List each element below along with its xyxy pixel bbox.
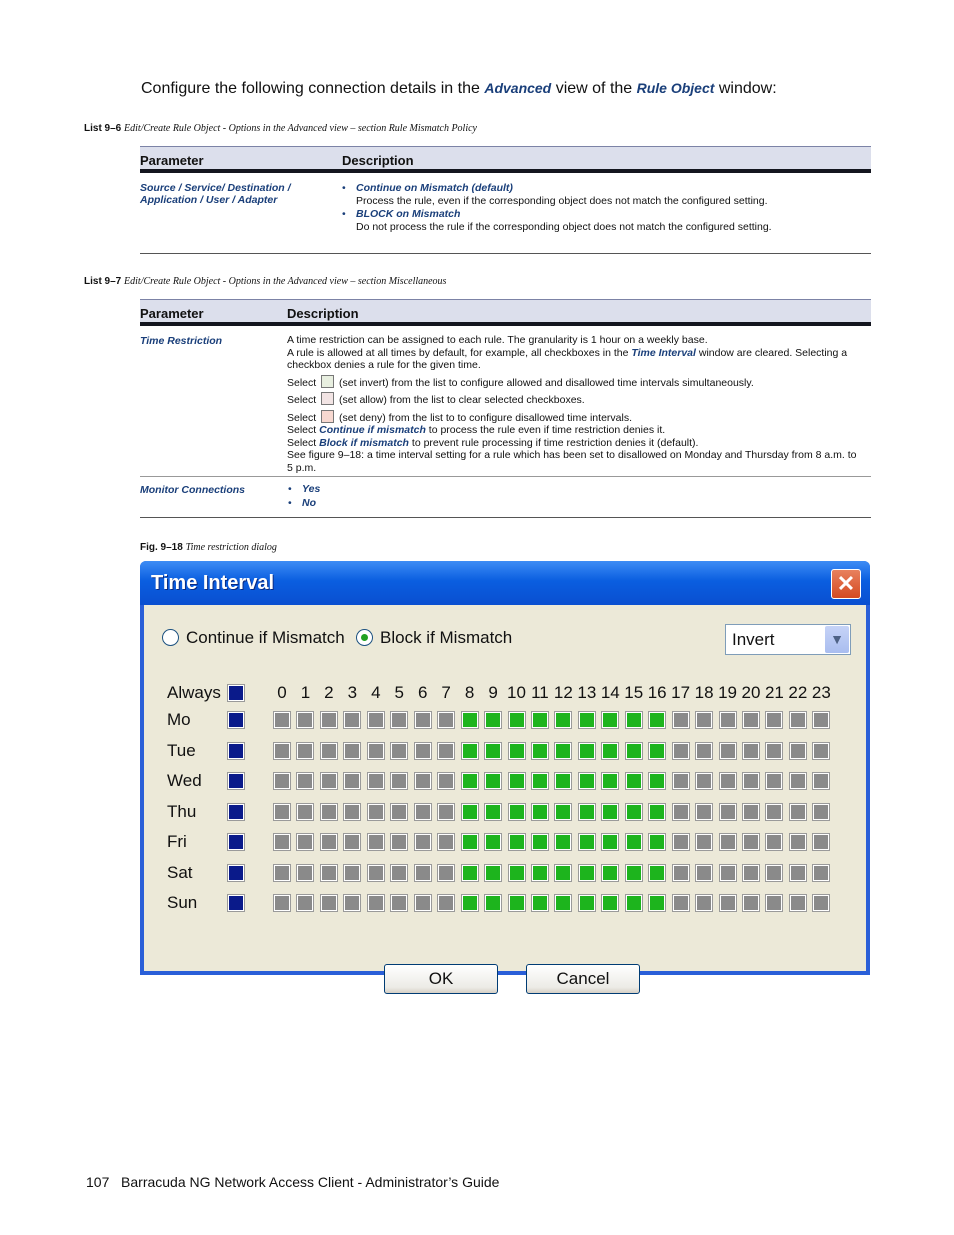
advanced-term: Advanced [484, 80, 552, 96]
hour-checkbox[interactable] [790, 773, 806, 789]
hour-checkbox[interactable] [297, 743, 313, 759]
hour-label: 5 [394, 683, 404, 702]
text: Select [287, 436, 320, 449]
hour-label: 11 [531, 683, 549, 702]
hour-checkbox[interactable] [415, 865, 431, 881]
continue-if-mismatch-label[interactable]: Continue if Mismatch [186, 628, 345, 647]
hour-checkbox[interactable] [274, 865, 290, 881]
hour-checkbox[interactable] [766, 834, 782, 850]
hour-checkbox[interactable] [368, 773, 384, 789]
continue-if-mismatch-term: Continue if mismatch [319, 424, 426, 436]
day-checkbox[interactable] [228, 865, 244, 881]
hour-checkbox[interactable] [509, 743, 525, 759]
hour-checkbox[interactable] [626, 773, 642, 789]
hour-checkbox[interactable] [743, 743, 759, 759]
hour-checkbox[interactable] [274, 895, 290, 911]
figure-caption [140, 542, 277, 553]
text: Select [287, 411, 317, 424]
always-checkbox[interactable] [228, 685, 244, 701]
table-2-header [140, 299, 871, 326]
hour-checkbox[interactable] [274, 834, 290, 850]
hour-checkbox[interactable] [391, 712, 407, 728]
always-label: Always [167, 683, 221, 702]
hour-checkbox[interactable] [274, 773, 290, 789]
hour-checkbox[interactable] [415, 743, 431, 759]
hour-checkbox[interactable] [485, 773, 501, 789]
hour-checkbox[interactable] [344, 804, 360, 820]
text: to process the rule even if time restriction denies it. [425, 424, 666, 436]
hour-checkbox[interactable] [696, 804, 712, 820]
hour-checkbox[interactable] [649, 743, 665, 759]
hour-label: 1 [300, 683, 311, 702]
page-footer [86, 1174, 499, 1190]
hour-checkbox[interactable] [813, 743, 829, 759]
hour-checkbox[interactable] [602, 865, 618, 881]
list-item [287, 483, 320, 496]
block-if-mismatch-radio[interactable] [356, 629, 373, 646]
hour-checkbox[interactable] [790, 895, 806, 911]
hour-label: 0 [277, 683, 287, 702]
hour-checkbox[interactable] [344, 773, 360, 789]
hour-checkbox[interactable] [696, 743, 712, 759]
hour-checkbox[interactable] [696, 834, 712, 850]
hour-checkbox[interactable] [344, 712, 360, 728]
continue-if-mismatch-radio[interactable] [162, 629, 179, 646]
hour-checkbox[interactable] [485, 712, 501, 728]
hour-label: 22 [788, 683, 808, 702]
list-7-caption [84, 276, 446, 287]
hour-checkbox[interactable] [462, 712, 478, 728]
intro-text: view of the [551, 80, 637, 97]
hour-checkbox[interactable] [532, 712, 548, 728]
hour-checkbox[interactable] [344, 895, 360, 911]
table-1-header [140, 146, 871, 173]
text: Select [287, 424, 320, 436]
hour-checkbox[interactable] [415, 804, 431, 820]
hour-checkbox[interactable] [813, 895, 829, 911]
hour-checkbox[interactable] [344, 834, 360, 850]
hour-checkbox[interactable] [743, 773, 759, 789]
desc-mismatch-policy [341, 182, 861, 233]
hour-label: 7 [441, 683, 451, 702]
hour-checkbox[interactable] [743, 804, 759, 820]
set-invert-icon [321, 375, 334, 388]
intro-line [141, 80, 777, 98]
hour-checkbox[interactable] [391, 834, 407, 850]
mode-select-value: Invert [732, 630, 775, 649]
time-interval-dialog [140, 561, 870, 988]
day-label: Mo [167, 710, 191, 729]
hour-checkbox[interactable] [368, 804, 384, 820]
hour-checkbox[interactable] [344, 743, 360, 759]
hour-checkbox[interactable] [297, 834, 313, 850]
hour-checkbox[interactable] [391, 865, 407, 881]
hour-checkbox[interactable] [673, 712, 689, 728]
hour-checkbox[interactable] [532, 804, 548, 820]
hour-checkbox[interactable] [509, 865, 525, 881]
hour-checkbox[interactable] [579, 712, 595, 728]
hour-checkbox[interactable] [532, 743, 548, 759]
chevron-down-icon[interactable]: ▼ [825, 626, 849, 653]
hour-checkbox[interactable] [462, 865, 478, 881]
hour-label: 8 [464, 683, 475, 702]
option-title: BLOCK on Mismatch [356, 208, 461, 220]
desc-line: A time restriction can be assigned to each rule. The granularity is 1 hour on a weekly base. [287, 334, 708, 346]
option-no: No [302, 496, 316, 509]
hour-checkbox[interactable] [555, 773, 571, 789]
figure-caption-text: Time restriction dialog [185, 542, 277, 553]
day-checkbox[interactable] [228, 895, 244, 911]
hour-checkbox[interactable] [485, 834, 501, 850]
hour-checkbox[interactable] [321, 773, 337, 789]
hour-checkbox[interactable] [438, 895, 454, 911]
hour-checkbox[interactable] [626, 834, 642, 850]
hour-checkbox[interactable] [462, 743, 478, 759]
column-header-parameter: Parameter [140, 153, 204, 168]
hour-checkbox[interactable] [509, 712, 525, 728]
block-if-mismatch-term: Block if mismatch [319, 436, 409, 449]
hour-checkbox[interactable] [720, 804, 736, 820]
hour-checkbox[interactable] [274, 712, 290, 728]
hour-checkbox[interactable] [579, 834, 595, 850]
hour-checkbox[interactable] [509, 895, 525, 911]
hour-checkbox[interactable] [602, 895, 618, 911]
hour-checkbox[interactable] [391, 804, 407, 820]
hour-checkbox[interactable] [532, 865, 548, 881]
hour-checkbox[interactable] [673, 895, 689, 911]
list-item [287, 497, 320, 510]
hour-checkbox[interactable] [321, 743, 337, 759]
hour-checkbox[interactable] [673, 865, 689, 881]
hour-checkbox[interactable] [602, 804, 618, 820]
hour-checkbox[interactable] [649, 773, 665, 789]
hour-checkbox[interactable] [673, 743, 689, 759]
day-label: Sat [167, 863, 193, 882]
hour-label: 19 [718, 683, 737, 702]
hour-checkbox[interactable] [509, 773, 525, 789]
cancel-button[interactable]: Cancel [526, 964, 640, 994]
hour-checkbox[interactable] [555, 895, 571, 911]
hour-checkbox[interactable] [391, 895, 407, 911]
hour-checkbox[interactable] [813, 804, 829, 820]
hour-checkbox[interactable] [438, 804, 454, 820]
hour-checkbox[interactable] [579, 865, 595, 881]
day-label: Tue [167, 741, 196, 760]
hour-checkbox[interactable] [297, 895, 313, 911]
hour-checkbox[interactable] [485, 804, 501, 820]
hour-label: 21 [764, 683, 784, 702]
option-text: Process the rule, even if the corresponding object does not match the configured setting. [356, 194, 768, 207]
hour-checkbox[interactable] [602, 773, 618, 789]
hour-checkbox[interactable] [790, 834, 806, 850]
table-2-row-divider [140, 476, 871, 477]
hour-checkbox[interactable] [438, 743, 454, 759]
hour-checkbox[interactable] [321, 712, 337, 728]
time-interval-term: Time Interval [631, 346, 696, 359]
hour-checkbox[interactable] [532, 895, 548, 911]
hour-checkbox[interactable] [790, 712, 806, 728]
day-label: Thu [167, 802, 197, 821]
hour-checkbox[interactable] [368, 895, 384, 911]
hour-checkbox[interactable] [602, 834, 618, 850]
hour-checkbox[interactable] [274, 743, 290, 759]
desc-line [287, 437, 862, 450]
hour-checkbox[interactable] [555, 834, 571, 850]
desc-time-restriction [287, 334, 862, 474]
hour-checkbox[interactable] [274, 804, 290, 820]
day-checkbox[interactable] [228, 712, 244, 728]
hour-checkbox[interactable] [438, 773, 454, 789]
hour-checkbox[interactable] [626, 865, 642, 881]
day-label: Wed [167, 771, 202, 790]
hour-checkbox[interactable] [579, 743, 595, 759]
hour-checkbox[interactable] [368, 834, 384, 850]
rule-object-term: Rule Object [636, 80, 715, 96]
hour-checkbox[interactable] [485, 865, 501, 881]
hour-label: 15 [624, 683, 644, 702]
hour-checkbox[interactable] [462, 895, 478, 911]
hour-label: 12 [553, 683, 573, 702]
text: Select [287, 376, 317, 389]
option-yes: Yes [302, 483, 321, 495]
hour-label: 2 [324, 683, 334, 702]
hour-label: 23 [811, 683, 831, 702]
hour-checkbox[interactable] [602, 743, 618, 759]
set-allow-icon [321, 392, 334, 405]
hour-checkbox[interactable] [555, 743, 571, 759]
hour-checkbox[interactable] [720, 834, 736, 850]
hour-checkbox[interactable] [790, 804, 806, 820]
hour-checkbox[interactable] [368, 743, 384, 759]
hour-label: 20 [741, 683, 761, 702]
hour-checkbox[interactable] [649, 804, 665, 820]
hour-label: 17 [671, 683, 691, 702]
day-label: Fri [167, 832, 187, 851]
hour-checkbox[interactable] [368, 865, 384, 881]
hour-checkbox[interactable] [438, 834, 454, 850]
page-number: 107 [86, 1174, 110, 1190]
hour-checkbox[interactable] [696, 865, 712, 881]
title-bar [140, 561, 870, 605]
hour-checkbox[interactable] [415, 712, 431, 728]
dialog-client-area [144, 605, 866, 988]
hour-checkbox[interactable] [743, 834, 759, 850]
set-deny-icon [321, 410, 334, 423]
hour-label: 4 [371, 683, 381, 702]
hour-checkbox[interactable] [743, 895, 759, 911]
hour-label: 14 [600, 683, 620, 702]
hour-checkbox[interactable] [649, 712, 665, 728]
hour-checkbox[interactable] [720, 895, 736, 911]
hour-checkbox[interactable] [509, 804, 525, 820]
hour-label: 10 [507, 683, 526, 702]
hour-checkbox[interactable] [579, 804, 595, 820]
hour-checkbox[interactable] [462, 804, 478, 820]
hour-checkbox[interactable] [462, 834, 478, 850]
text: (set deny) from the list to to configure disallowed time intervals. [339, 411, 632, 424]
hour-checkbox[interactable] [509, 834, 525, 850]
hour-label: 13 [577, 683, 597, 702]
hour-checkbox[interactable] [438, 865, 454, 881]
hour-checkbox[interactable] [415, 834, 431, 850]
hour-checkbox[interactable] [321, 834, 337, 850]
hour-checkbox[interactable] [766, 712, 782, 728]
hour-checkbox[interactable] [766, 895, 782, 911]
hour-label: 16 [647, 683, 667, 702]
hour-checkbox[interactable] [368, 712, 384, 728]
list-7-caption-text: Edit/Create Rule Object - Options in the Advanced view – section Miscellaneous [124, 276, 447, 287]
desc-line [287, 424, 862, 437]
list-6-caption [84, 123, 477, 134]
hour-checkbox[interactable] [579, 895, 595, 911]
intro-text: window: [714, 80, 777, 97]
hour-checkbox[interactable] [462, 773, 478, 789]
hour-checkbox[interactable] [649, 834, 665, 850]
day-checkbox[interactable] [228, 834, 244, 850]
list-6-caption-text: Edit/Create Rule Object - Options in the Advanced view – section Rule Mismatch Policy [124, 123, 477, 134]
hour-checkbox[interactable] [532, 834, 548, 850]
hour-checkbox[interactable] [321, 895, 337, 911]
hour-checkbox[interactable] [720, 773, 736, 789]
text: window are cleared. Selecting a checkbox denies a rule for the given time. [287, 346, 848, 371]
hour-checkbox[interactable] [766, 743, 782, 759]
param-monitor-connections: Monitor Connections [140, 484, 245, 496]
hour-checkbox[interactable] [602, 712, 618, 728]
hour-checkbox[interactable] [766, 773, 782, 789]
hour-checkbox[interactable] [673, 834, 689, 850]
text: (set allow) from the list to clear selected checkboxes. [339, 394, 585, 406]
hour-checkbox[interactable] [743, 712, 759, 728]
desc-line [287, 347, 862, 372]
hour-checkbox[interactable] [321, 865, 337, 881]
hour-checkbox[interactable] [344, 865, 360, 881]
hour-checkbox[interactable] [297, 804, 313, 820]
text: Select [287, 394, 317, 406]
hour-label: 9 [488, 683, 498, 702]
desc-line: See figure 9–18: a time interval setting for a rule which has been set to disallowed on Monday and Thursday from 8 a.m. to 5 p.m. [287, 449, 857, 474]
hour-checkbox[interactable] [391, 743, 407, 759]
hour-checkbox[interactable] [415, 895, 431, 911]
hour-checkbox[interactable] [485, 895, 501, 911]
hour-checkbox[interactable] [673, 773, 689, 789]
hour-checkbox[interactable] [813, 865, 829, 881]
column-header-description: Description [342, 153, 414, 168]
day-checkbox[interactable] [228, 743, 244, 759]
hour-checkbox[interactable] [720, 743, 736, 759]
figure-label: Fig. 9–18 [140, 542, 183, 553]
hour-checkbox[interactable] [720, 712, 736, 728]
hour-checkbox[interactable] [555, 712, 571, 728]
day-checkbox[interactable] [228, 773, 244, 789]
hour-checkbox[interactable] [813, 712, 829, 728]
list-6-label: List 9–6 [84, 123, 122, 134]
hour-label: 6 [417, 683, 428, 702]
column-header-description: Description [287, 306, 359, 321]
hour-checkbox[interactable] [743, 865, 759, 881]
hour-label: 18 [694, 683, 714, 702]
hour-checkbox[interactable] [555, 804, 571, 820]
hour-checkbox[interactable] [720, 865, 736, 881]
hour-checkbox[interactable] [790, 865, 806, 881]
document-title: Barracuda NG Network Access Client - Administrator’s Guide [121, 1174, 500, 1190]
day-checkbox[interactable] [228, 804, 244, 820]
desc-line [287, 392, 862, 407]
desc-monitor [287, 483, 320, 509]
hour-checkbox[interactable] [297, 712, 313, 728]
list-item [341, 208, 861, 221]
option-title: Continue on Mismatch (default) [356, 182, 513, 194]
hour-checkbox[interactable] [696, 895, 712, 911]
mode-select[interactable] [725, 624, 851, 655]
hour-checkbox[interactable] [555, 865, 571, 881]
hour-checkbox[interactable] [696, 773, 712, 789]
param-source-service: Source / Service/ Destination / Application / User / Adapter [140, 182, 291, 206]
hour-checkbox[interactable] [626, 895, 642, 911]
block-if-mismatch-label[interactable]: Block if Mismatch [380, 628, 513, 647]
hour-checkbox[interactable] [813, 773, 829, 789]
hour-checkbox[interactable] [297, 865, 313, 881]
close-button[interactable]: ✕ [831, 569, 861, 599]
hour-checkbox[interactable] [391, 773, 407, 789]
hour-checkbox[interactable] [297, 773, 313, 789]
day-label: Sun [167, 893, 198, 912]
hour-checkbox[interactable] [790, 743, 806, 759]
hour-checkbox[interactable] [415, 773, 431, 789]
hour-checkbox[interactable] [485, 743, 501, 759]
hour-checkbox[interactable] [626, 743, 642, 759]
hour-checkbox[interactable] [532, 773, 548, 789]
hour-checkbox[interactable] [321, 804, 337, 820]
hour-checkbox[interactable] [626, 712, 642, 728]
table-1-bottom-rule [140, 253, 871, 254]
hour-checkbox[interactable] [673, 804, 689, 820]
option-text: Do not process the rule if the corresponding object does not match the configured setting. [356, 220, 772, 233]
dialog-title: Time Interval [151, 572, 275, 594]
hour-checkbox[interactable] [626, 804, 642, 820]
text: A rule is allowed at all times by default, for example, all checkboxes in the [287, 346, 632, 359]
text: to prevent rule processing if time restriction denies it (default). [408, 436, 699, 449]
hour-checkbox[interactable] [649, 895, 665, 911]
desc-line [287, 375, 862, 390]
intro-text: Configure the following connection details in the [141, 80, 485, 97]
text: (set invert) from the list to configure allowed and disallowed time intervals simultaneously. [339, 376, 754, 389]
desc-line [287, 410, 862, 425]
hour-checkbox[interactable] [766, 804, 782, 820]
hour-checkbox[interactable] [438, 712, 454, 728]
hour-checkbox[interactable] [579, 773, 595, 789]
hour-checkbox[interactable] [696, 712, 712, 728]
param-time-restriction: Time Restriction [140, 335, 223, 347]
column-header-parameter: Parameter [140, 306, 204, 321]
list-7-label: List 9–7 [84, 276, 122, 287]
hour-checkbox[interactable] [766, 865, 782, 881]
ok-button[interactable]: OK [384, 964, 498, 994]
hour-label: 3 [347, 683, 358, 702]
table-2-bottom-rule [140, 517, 871, 518]
hour-checkbox[interactable] [813, 834, 829, 850]
list-item [341, 182, 861, 195]
hour-checkbox[interactable] [649, 865, 665, 881]
